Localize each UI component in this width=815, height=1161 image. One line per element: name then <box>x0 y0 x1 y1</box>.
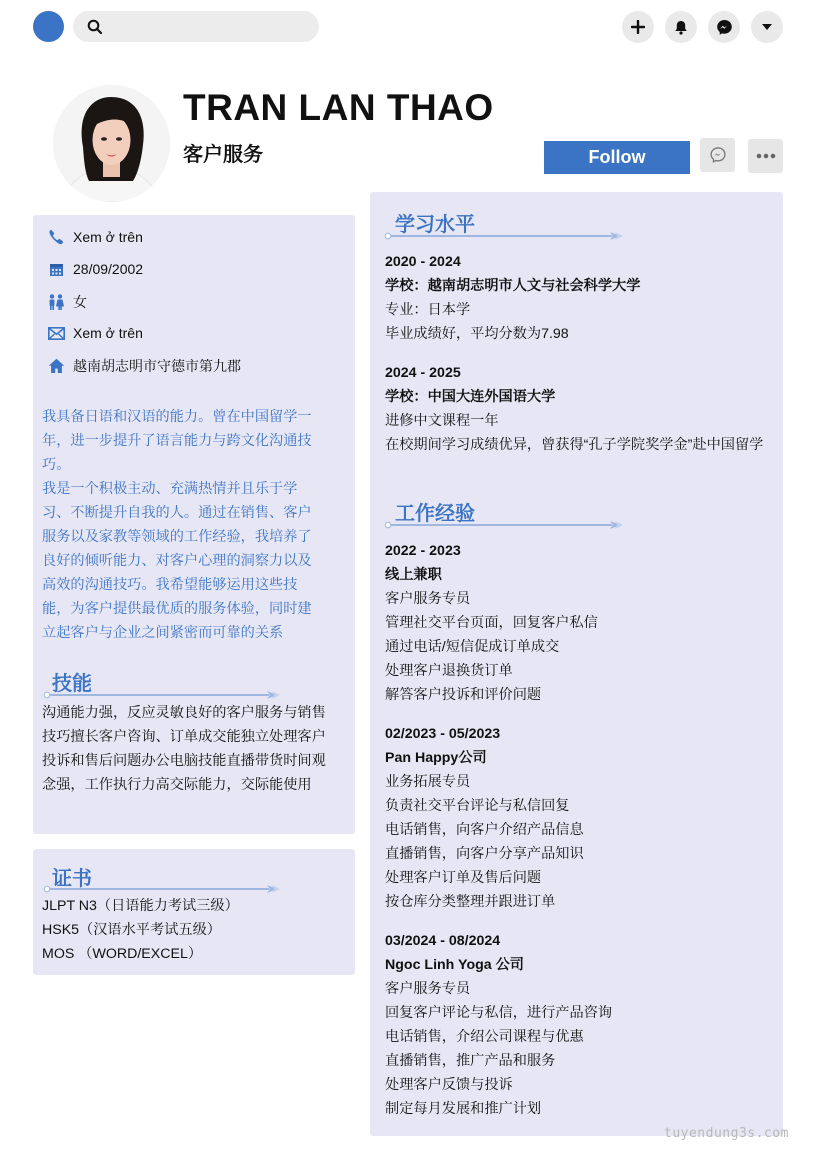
follow-button[interactable]: Follow <box>544 141 690 174</box>
notifications-button[interactable] <box>665 11 697 43</box>
entry-school: 学校：越南胡志明市人文与社会科学大学 <box>385 278 641 294</box>
entry-period: 2024 - 2025 <box>385 365 461 381</box>
entry-line: 客户服务专员 <box>385 591 471 607</box>
phone-icon <box>47 228 65 246</box>
entry-period: 2022 - 2023 <box>385 543 461 559</box>
experience-entry <box>385 929 770 1121</box>
entry-line: 电话销售，介绍公司课程与优惠 <box>385 1029 584 1045</box>
search-bar[interactable] <box>73 11 319 42</box>
plus-icon <box>631 20 645 34</box>
home-icon <box>47 357 65 375</box>
calendar-icon <box>47 260 65 278</box>
search-icon <box>87 19 103 35</box>
logo[interactable] <box>33 11 64 42</box>
intro-paragraph: 我具备日语和汉语的能力。曾在中国留学一年，进一步提升了语言能力与跨文化沟通技巧。 <box>42 409 312 473</box>
contact-email <box>47 324 143 342</box>
section-divider <box>43 884 281 894</box>
education-title: 学习水平 <box>395 214 475 236</box>
account-menu-button[interactable] <box>751 11 783 43</box>
entry-period: 02/2023 - 05/2023 <box>385 726 501 742</box>
education-entry <box>385 250 770 346</box>
entry-line: 在校期间学习成绩优异，曾获得“孔子学院奖学金”赴中国留学 <box>385 437 764 453</box>
entry-line: 处理客户订单及售后问题 <box>385 870 542 886</box>
entry-line: 制定每月发展和推广计划 <box>385 1101 542 1117</box>
info-panel <box>33 215 355 834</box>
experience-title: 工作经验 <box>395 503 475 525</box>
entry-line: 按仓库分类整理并跟进订单 <box>385 894 556 910</box>
certificate-item: MOS （WORD/EXCEL） <box>42 946 203 962</box>
introduction <box>42 405 322 645</box>
entry-company: 线上兼职 <box>385 567 442 583</box>
ellipsis-icon <box>756 153 776 159</box>
bell-icon <box>674 20 688 35</box>
caret-down-icon <box>761 23 773 31</box>
entry-line: 处理客户退换货订单 <box>385 663 513 679</box>
experience-entry <box>385 722 770 914</box>
entry-period: 2020 - 2024 <box>385 254 461 270</box>
entry-line: 解答客户投诉和评价问题 <box>385 687 542 703</box>
entry-line: 直播销售，推广产品和服务 <box>385 1053 556 1069</box>
contact-gender <box>47 292 87 312</box>
gender-value: 女 <box>73 294 87 310</box>
more-options-button[interactable] <box>748 139 783 173</box>
experience-entry <box>385 539 770 707</box>
education-entry <box>385 361 770 457</box>
messenger-icon <box>716 19 733 36</box>
create-button[interactable] <box>622 11 654 43</box>
entry-line: 毕业成绩好，平均分数为7.98 <box>385 326 569 342</box>
entry-period: 03/2024 - 08/2024 <box>385 933 501 949</box>
contact-phone <box>47 228 143 246</box>
messenger-button[interactable] <box>708 11 740 43</box>
section-divider <box>43 690 281 700</box>
entry-line: 专业：日本学 <box>385 302 471 318</box>
email-value: Xem ở trên <box>73 325 143 341</box>
certificate-item: JLPT N3（日语能力考试三级） <box>42 898 239 914</box>
intro-paragraph: 我是一个积极主动、充满热情并且乐于学习、不断提升自我的人。通过在销售、客户服务以及家教等领域的工作经验，我培养了良好的倾听能力、对客户心理的洞察力以及高效的沟通技巧。我希望能够运用这些技能，为客户提供最优质的服务体验，同时建立起客户与企业之间紧密而可靠的关系 <box>42 481 312 641</box>
avatar <box>53 85 170 202</box>
envelope-icon <box>47 324 65 342</box>
contact-birthday <box>47 260 143 278</box>
entry-line: 回复客户评论与私信，进行产品咨询 <box>385 1005 613 1021</box>
entry-company: Ngoc Linh Yoga 公司 <box>385 957 524 973</box>
entry-company: Pan Happy公司 <box>385 750 487 766</box>
messenger-icon <box>710 147 726 163</box>
entry-line: 负责社交平台评论与私信回复 <box>385 798 570 814</box>
main-panel <box>370 192 783 1136</box>
certificates-panel <box>33 849 355 975</box>
contact-address <box>47 356 241 376</box>
job-title: 客户服务 <box>183 144 263 166</box>
entry-line: 电话销售，向客户介绍产品信息 <box>385 822 584 838</box>
certificates-title: 证书 <box>52 868 92 890</box>
candidate-name: TRAN LAN THAO <box>183 87 494 128</box>
phone-value: Xem ở trên <box>73 229 143 245</box>
section-divider <box>384 520 624 530</box>
entry-line: 进修中文课程一年 <box>385 413 499 429</box>
entry-school: 学校：中国大连外国语大学 <box>385 389 556 405</box>
entry-line: 通过电话/短信促成订单成交 <box>385 639 560 655</box>
certificate-list <box>42 894 342 966</box>
entry-line: 处理客户反馈与投诉 <box>385 1077 513 1093</box>
watermark: tuyendung3s.com <box>664 1126 789 1141</box>
skills-title: 技能 <box>52 673 92 695</box>
entry-line: 客户服务专员 <box>385 981 471 997</box>
gender-icon <box>47 293 65 311</box>
certificate-item: HSK5（汉语水平考试五级） <box>42 922 221 938</box>
skills-text: 沟通能力强，反应灵敏良好的客户服务与销售技巧擅长客户咨询、订单成交能独立处理客户投诉和售后问题办公电脑技能直播带货时间观念强，工作执行力高交际能力，交际能使用 <box>42 705 326 793</box>
entry-line: 直播销售，向客户分享产品知识 <box>385 846 584 862</box>
message-button[interactable] <box>700 138 735 172</box>
entry-line: 业务拓展专员 <box>385 774 471 790</box>
entry-line: 管理社交平台页面，回复客户私信 <box>385 615 598 631</box>
birthday-value: 28/09/2002 <box>73 261 144 277</box>
address-value: 越南胡志明市守德市第九郡 <box>73 358 241 374</box>
section-divider <box>384 231 624 241</box>
